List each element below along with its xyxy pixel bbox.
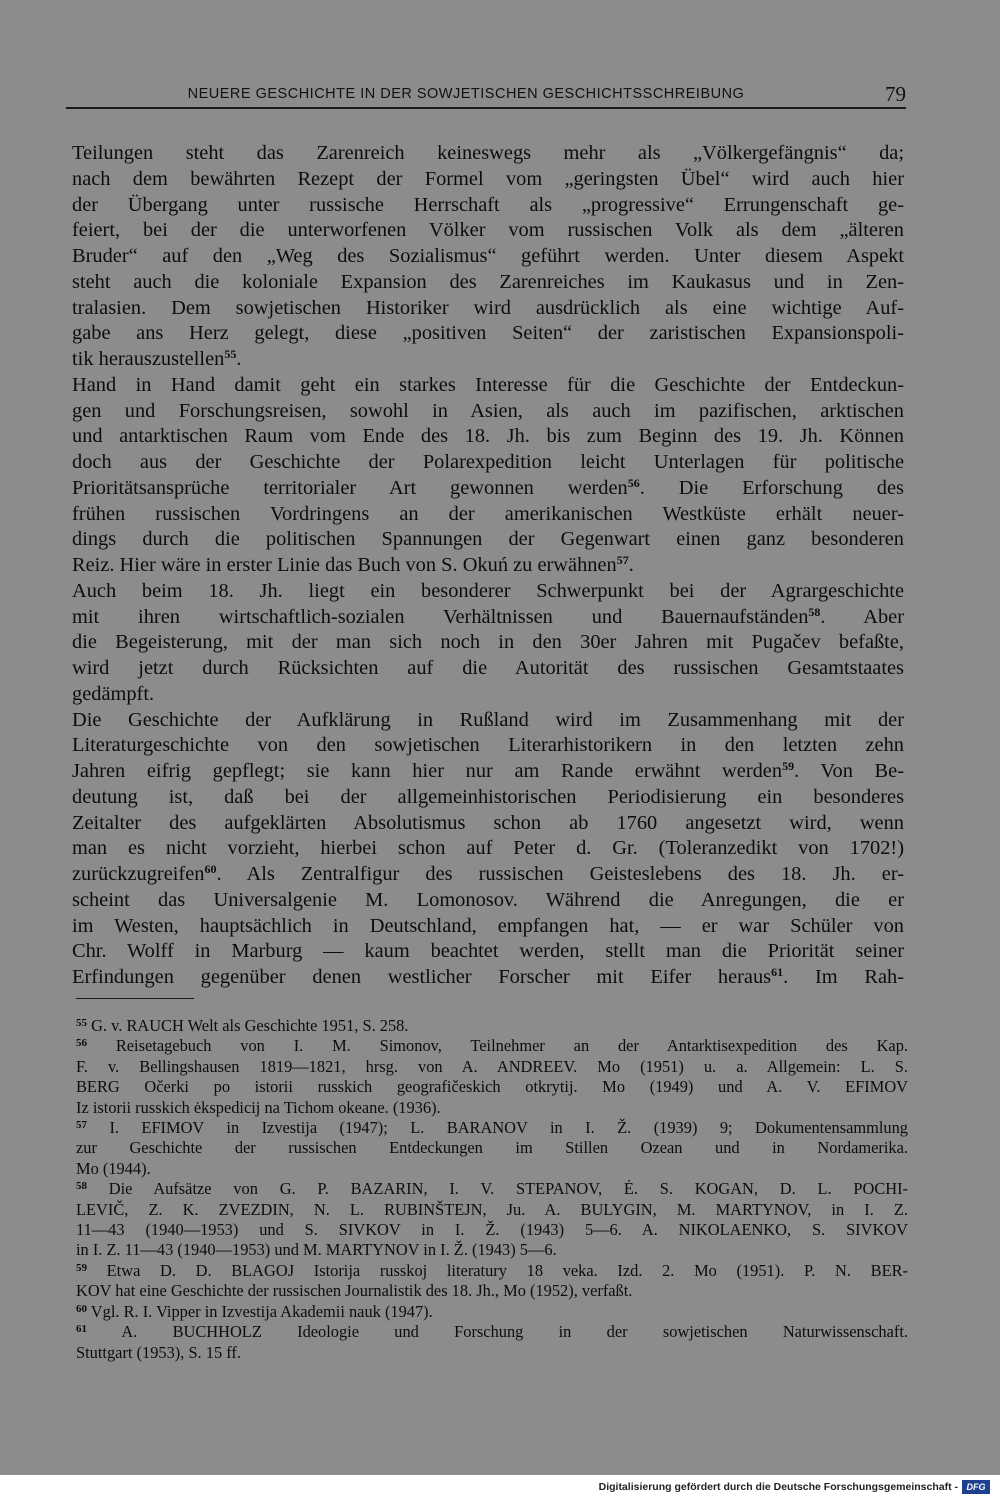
line-text: im Westen, hauptsächlich in Deutschland, empfangen hat, — er war Schüler von (72, 914, 904, 937)
footnote-reference: 61 (771, 965, 784, 979)
line-text: zurückzugreifen (72, 863, 205, 885)
body-line (72, 321, 904, 347)
line-text: Chr. Wolff in Marburg — kaum beachtet werden, stellt man die Priorität seiner (72, 940, 904, 963)
running-head-title: NEUERE GESCHICHTE IN DER SOWJETISCHEN GESCHICHTSSCHREIBUNG (187, 86, 745, 102)
footnote-number: 58 (76, 1180, 87, 1193)
body-line (72, 450, 904, 476)
dfg-logo: DFG (962, 1480, 990, 1494)
body-line (72, 373, 904, 399)
line-text: 11—43 (1940—1953) und S. SIVKOV in I. Ž. (1943) 5—6. A. NIKOLAENKO, S. SIVKOV (76, 1220, 908, 1240)
footnote-line (76, 1077, 908, 1097)
footnote-line (76, 1016, 908, 1036)
body-line (72, 811, 904, 837)
line-text: Etwa D. D. BLAGOJ Istorija russkoj literatury 18 veka. Izd. 2. Mo (1951). P. N. BER- (87, 1260, 908, 1280)
footnote-line (76, 1322, 908, 1342)
line-text: scheint das Universalgenie M. Lomonosov. Während die Anregungen, die er (72, 888, 904, 911)
footnote-reference: 56 (627, 475, 640, 490)
body-line (72, 527, 904, 553)
footnote-reference: 58 (808, 604, 821, 619)
body-line (72, 270, 904, 296)
line-text-continued: . Die Erforschung des (639, 476, 904, 499)
line-text: mit ihren wirtschaftlich-sozialen Verhältnissen und Bauernaufständen (72, 605, 809, 628)
line-text: wird jetzt durch Rücksichten auf die Autorität des russischen Gesamtstaates (72, 657, 904, 679)
line-text: BERG Očerki po istorii russkich geografičeskich otkrytij. Mo (1949) und A. V. EFIMOV (76, 1077, 908, 1097)
line-text: F. v. Bellingshausen 1819—1821, hrsg. von A. ANDREEV. Mo (1951) u. a. Allgemein: L. S. (76, 1056, 908, 1076)
footnote-line (76, 1098, 908, 1118)
line-text: steht auch die koloniale Expansion des Zarenreiches im Kaukasus und in Zen- (72, 270, 904, 293)
body-line (72, 708, 904, 734)
line-text: KOV hat eine Geschichte der russischen Journalistik des 18. Jh., Mo (1952), verfaßt. (76, 1281, 633, 1301)
line-text: man es nicht vorzieht, hierbei schon auf Peter d. Gr. (Toleranzedikt von 1702!) (72, 837, 904, 860)
body-line (72, 502, 904, 528)
body-line (72, 836, 904, 862)
line-text: Jahren eifrig gepflegt; sie kann hier nur am Rande erwähnt werden (72, 760, 783, 782)
footnote-line (76, 1220, 908, 1240)
line-text: Hand in Hand damit geht ein starkes Interesse für die Geschichte der Entdeckun- (72, 373, 904, 396)
line-text-continued: . Von Be- (794, 760, 904, 782)
footnote-line (76, 1240, 908, 1260)
line-text: Iz istorii russkich ėkspedicij na Tichom okeane. (1936). (76, 1097, 441, 1117)
body-line (72, 244, 904, 270)
body-line (72, 630, 904, 656)
line-text: tralasien. Dem sowjetischen Historiker wird ausdrücklich als eine wichtige Auf- (72, 296, 904, 319)
line-text: der Übergang unter russische Herrschaft als „progressive“ Errungenschaft ge- (72, 193, 904, 216)
footnote-reference: 57 (616, 553, 629, 567)
body-line (72, 914, 904, 940)
footnote-number: 56 (76, 1037, 87, 1050)
body-line (72, 476, 904, 502)
line-text: frühen russischen Vordringens an der amerikanischen Westküste erhält neuer- (72, 502, 904, 525)
line-text: feiert, bei der die unterworfenen Völker vom russischen Volk als dem „älteren (72, 219, 904, 242)
header-rule (66, 107, 906, 109)
body-line (72, 193, 904, 219)
body-line (72, 347, 904, 373)
line-text: die Begeisterung, mit der man sich noch in den 30er Jahren mit Pugačev befaßte, (72, 631, 904, 654)
funding-notice: Digitalisierung gefördert durch die Deutsche Forschungsgemeinschaft - (598, 1481, 958, 1493)
body-line (72, 939, 904, 965)
line-text: Bruder“ auf den „Weg des Sozialismus“ geführt werden. Unter diesem Aspekt (72, 245, 904, 267)
body-line (72, 656, 904, 682)
footnote-line (76, 1261, 908, 1281)
line-text: deutung ist, daß bei der allgemeinhistorischen Periodisierung ein besonderes (72, 785, 904, 808)
body-line (72, 553, 904, 579)
line-text: Reiz. Hier wäre in erster Linie das Buch von S. Okuń zu erwähnen (72, 554, 617, 576)
line-text: Die Aufsätze von G. P. BAZARIN, I. V. STEPANOV, Ė. S. KOGAN, D. L. POCHI- (87, 1179, 908, 1199)
line-text: nach dem bewährten Rezept der Formel vom „geringsten Übel“ wird auch hier (72, 167, 904, 190)
body-line (72, 682, 904, 708)
body-line (72, 888, 904, 914)
footnote-separator (76, 998, 194, 999)
line-text: Vgl. R. I. Vipper in Izvestija Akademii nauk (1947). (87, 1301, 433, 1321)
body-line (72, 759, 904, 785)
body-line (72, 141, 904, 167)
line-text: Literaturgeschichte von den sowjetischen Literarhistorikern in den letzten zehn (72, 734, 904, 757)
line-text: Prioritätsansprüche territorialer Art gewonnen werden (72, 476, 628, 499)
line-text: Reisetagebuch von I. M. Simonov, Teilnehmer an der Antarktisexpedition des Kap. (87, 1036, 908, 1056)
body-line (72, 605, 904, 631)
line-text: doch aus der Geschichte der Polarexpedition leicht Unterlagen für politische (72, 451, 904, 473)
line-text: gedämpft. (72, 682, 155, 705)
body-line (72, 785, 904, 811)
digitization-footer (0, 1475, 1000, 1502)
line-text-continued: . Aber (820, 605, 904, 628)
line-text: Stuttgart (1953), S. 15 ff. (76, 1342, 241, 1362)
footnote-line (76, 1036, 908, 1056)
line-text-continued: . (628, 554, 634, 576)
line-text: Zeitalter des aufgeklärten Absolutismus schon ab 1760 angesetzt wird, wenn (72, 811, 904, 834)
line-text: in I. Z. 11—43 (1940—1953) und M. MARTYNOV in I. Ž. (1943) 5—6. (76, 1240, 557, 1260)
body-line (72, 862, 904, 888)
footnote-number: 55 (76, 1017, 87, 1029)
line-text: Mo (1944). (76, 1158, 151, 1178)
line-text: Teilungen steht das Zarenreich keineswegs mehr als „Völkergefängnis“ da; (72, 142, 904, 164)
footnote-number: 57 (76, 1119, 87, 1132)
line-text: tik herauszustellen (72, 348, 225, 370)
line-text: LEVIČ, Z. K. ZVEZDIN, N. L. RUBINŠTEJN, Ju. A. BULYGIN, M. MARTYNOV, in I. Z. (76, 1199, 908, 1219)
body-text (72, 141, 904, 991)
footnote-line (76, 1179, 908, 1199)
line-text-continued: . (236, 348, 242, 370)
footnote-line (76, 1159, 908, 1179)
body-line (72, 167, 904, 193)
footnote-reference: 59 (782, 759, 795, 773)
footnote-number: 61 (76, 1323, 87, 1336)
footnotes (76, 1016, 908, 1363)
body-line (72, 965, 904, 991)
line-text: gabe ans Herz gelegt, diese „positiven Seiten“ der zaristischen Expansionspoli- (72, 322, 904, 345)
footnote-line (76, 1118, 908, 1138)
footnote-number: 60 (76, 1302, 87, 1315)
body-line (72, 296, 904, 322)
line-text: gen und Forschungsreisen, sowohl in Asien, als auch im pazifischen, arktischen (72, 399, 904, 422)
line-text: I. EFIMOV in Izvestija (1947); L. BARANOV in I. Ž. (1939) 9; Dokumentensammlung (87, 1118, 908, 1138)
line-text: G. v. RAUCH Welt als Geschichte 1951, S. 258. (87, 1016, 409, 1035)
body-line (72, 579, 904, 605)
line-text-continued: . Im Rah- (783, 966, 904, 988)
line-text: zur Geschichte der russischen Entdeckungen im Stillen Ozean und in Nordamerika. (76, 1138, 908, 1158)
line-text: Auch beim 18. Jh. liegt ein besonderer Schwerpunkt bei der Agrargeschichte (72, 579, 904, 602)
body-line (72, 399, 904, 425)
footnote-reference: 55 (224, 347, 237, 361)
body-line (72, 424, 904, 450)
line-text-continued: . Als Zentralfigur des russischen Geisteslebens des 18. Jh. er- (216, 863, 904, 885)
footnote-line (76, 1302, 908, 1322)
line-text: und antarktischen Raum vom Ende des 18. Jh. bis zum Beginn des 19. Jh. Können (72, 425, 904, 448)
line-text: Erfindungen gegenüber denen westlicher Forscher mit Eifer heraus (72, 966, 772, 988)
footnote-line (76, 1138, 908, 1158)
running-header (66, 82, 906, 108)
line-text: dings durch die politischen Spannungen der Gegenwart einen ganz besonderen (72, 528, 904, 551)
line-text: A. BUCHHOLZ Ideologie und Forschung in der sowjetischen Naturwissenschaft. (87, 1322, 908, 1342)
line-text: Die Geschichte der Aufklärung in Rußland wird im Zusammenhang mit der (72, 708, 904, 731)
footnote-line (76, 1281, 908, 1301)
page-number: 79 (885, 82, 906, 106)
footnote-line (76, 1057, 908, 1077)
footnote-line (76, 1343, 908, 1363)
footnote-number: 59 (76, 1261, 87, 1274)
body-line (72, 218, 904, 244)
footnote-line (76, 1200, 908, 1220)
footnote-reference: 60 (204, 862, 217, 876)
body-line (72, 733, 904, 759)
